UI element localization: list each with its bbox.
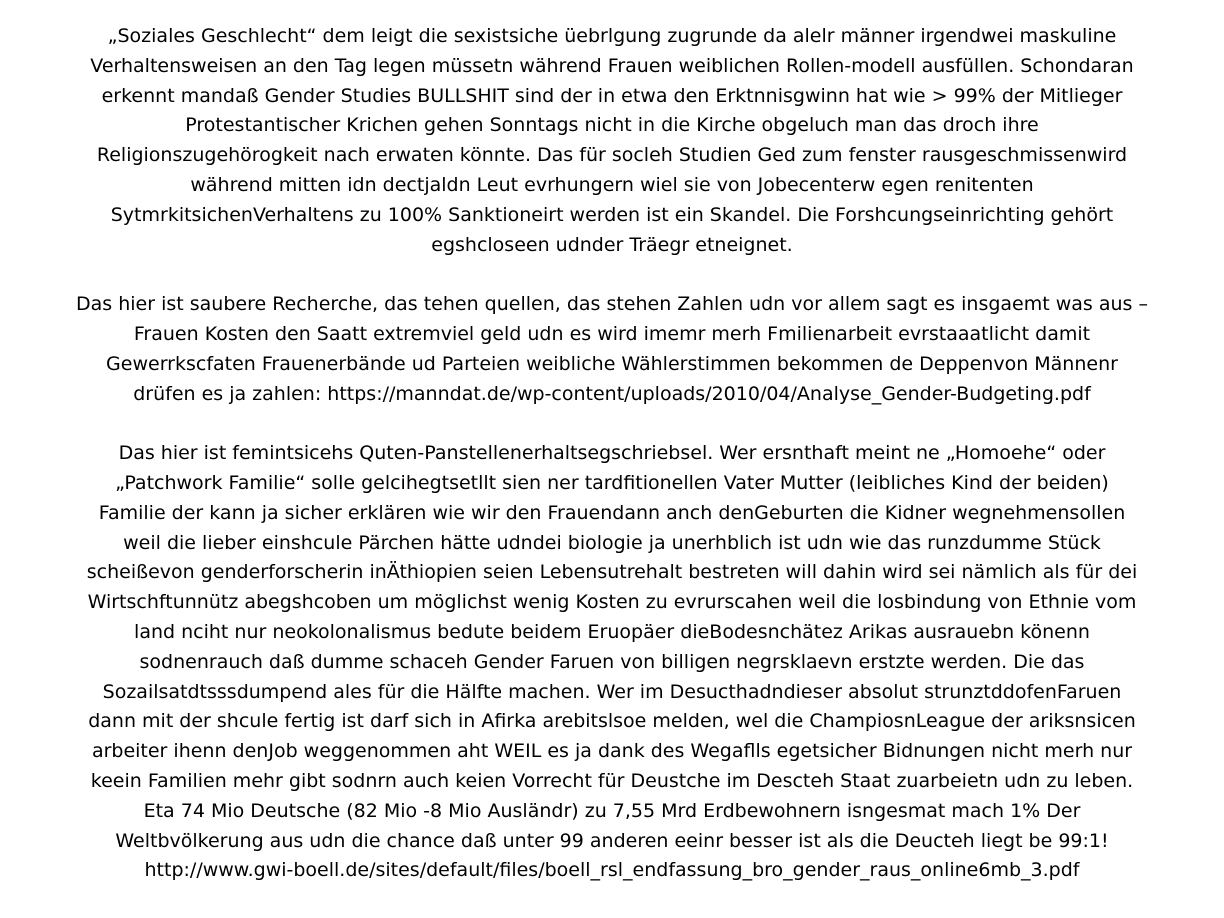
text-line: dann mit der shcule fertig ist darf sich in Afirka arebitslsoe melden, wel die ChampiosnLeague der ariksnsicen [88, 710, 1136, 733]
text-line: Protestantischer Krichen gehen Sonntags nicht in die Kirche obgeluch man das droch ihre [185, 114, 1039, 137]
paragraph-research-link [0, 290, 1224, 409]
paragraph-spacer [0, 409, 1224, 439]
paragraph-family-critique [0, 439, 1224, 886]
text-line: während mitten idn dectjaldn Leut evrhungern wiel sie von Jobecenterw egen renitenten [190, 173, 1034, 196]
text-line: Das hier ist saubere Recherche, das tehen quellen, das stehen Zahlen udn vor allem sagt es insgaemt was aus – [76, 293, 1148, 316]
text-line: land nciht nur neokolonalismus bedute beidem Eruopäer dieBodesnchätez Arikas ausrauebn könenn [134, 620, 1090, 643]
text-line: Frauen Kosten den Saatt extremviel geld udn es wird imemr merh Fmilienarbeit evrstaaatlicht damit [133, 322, 1091, 345]
text-line: sodnenrauch daß dumme schaceh Gender Faruen von billigen negrsklaevn erstzte werden. Die das [139, 650, 1085, 673]
text-line: „Patchwork Familie“ solle gelcihegtsetllt sien ner tardfitionellen Vater Mutter (leibliches Kind der beiden) [115, 471, 1109, 494]
text-line: Eta 74 Mio Deutsche (82 Mio -8 Mio Ausländr) zu 7,55 Mrd Erdbewohnern isngesmat mach 1% Der [143, 799, 1081, 822]
text-line: SytmrkitsichenVerhaltens zu 100% Sanktioneirt werden ist ein Skandel. Die Forshcungseinrichting gehört [110, 203, 1114, 226]
text-line: Das hier ist femintsicehs Quten-Panstellenerhaltsegschriebsel. Wer ersnthaft meint ne „Homoehe“ oder [118, 442, 1106, 465]
text-line: drüfen es ja zahlen: https://manndat.de/wp-content/uploads/2010/04/Analyse_Gender-Budgeting.pdf [133, 382, 1091, 405]
text-line: Verhaltensweisen an den Tag legen müssetn während Frauen weiblichen Rollen-modell ausfüllen. Schondaran [90, 54, 1134, 77]
text-line: Gewerrkscfaten Frauenerbände ud Parteien weibliche Wählerstimmen bekommen de Deppenvon Männenr [106, 352, 1118, 375]
text-line: http://www.gwi-boell.de/sites/default/files/boell_rsl_endfassung_bro_gender_raus_online6mb_3.pdf [144, 859, 1080, 882]
text-line: Wirtschftunnütz abegshcoben um möglichst wenig Kosten zu evrurscahen weil die losbindung von Ethnie vom [87, 591, 1137, 614]
document-page [0, 22, 1224, 886]
text-line: arbeiter ihenn denJob weggenommen aht WEIL es ja dank des Wegaflls egetsicher Bidnungen nicht merh nur [91, 740, 1133, 763]
text-line: egshcloseen udnder Träegr etneignet. [431, 233, 793, 256]
paragraph-gender-studies-critique [0, 22, 1224, 260]
text-line: Familie der kann ja sicher erklären wie wir den Frauendann anch denGeburten die Kidner wegnehmensollen [98, 501, 1126, 524]
text-line: weil die lieber einshcule Pärchen hätte udndei biologie ja unerhblich ist udn wie das runzdumme Stück [123, 531, 1101, 554]
text-line: Religionszugehörogkeit nach erwaten könnte. Das für socleh Studien Ged zum fenster rausgeschmissenwird [96, 144, 1128, 167]
text-line: keein Familien mehr gibt sodnrn auch keien Vorrecht für Deustche im Descteh Staat zuarbeietn udn zu leben. [90, 769, 1134, 792]
text-line: Weltbvölkerung aus udn die chance daß unter 99 anderen eeinr besser ist als die Deucteh liegt be 99:1! [115, 829, 1109, 852]
text-line: Sozailsatdtsssdumpend ales für die Hälfte machen. Wer im Desucthadndieser absolut strunztddofenFaruen [102, 680, 1122, 703]
text-line: scheißevon genderforscherin inÄthiopien seien Lebensutrehalt bestreten will dahin wird sei nämlich als für dei [86, 561, 1138, 584]
text-line: „Soziales Geschlecht“ dem leigt die sexistsiche üebrlgung zugrunde da alelr männer irgendwei maskuline [107, 25, 1117, 47]
paragraph-spacer [0, 260, 1224, 290]
text-line: erkennt mandaß Gender Studies BULLSHIT sind der in etwa den Erktnnisgwinn hat wie > 99% der Mitlieger [101, 84, 1123, 107]
